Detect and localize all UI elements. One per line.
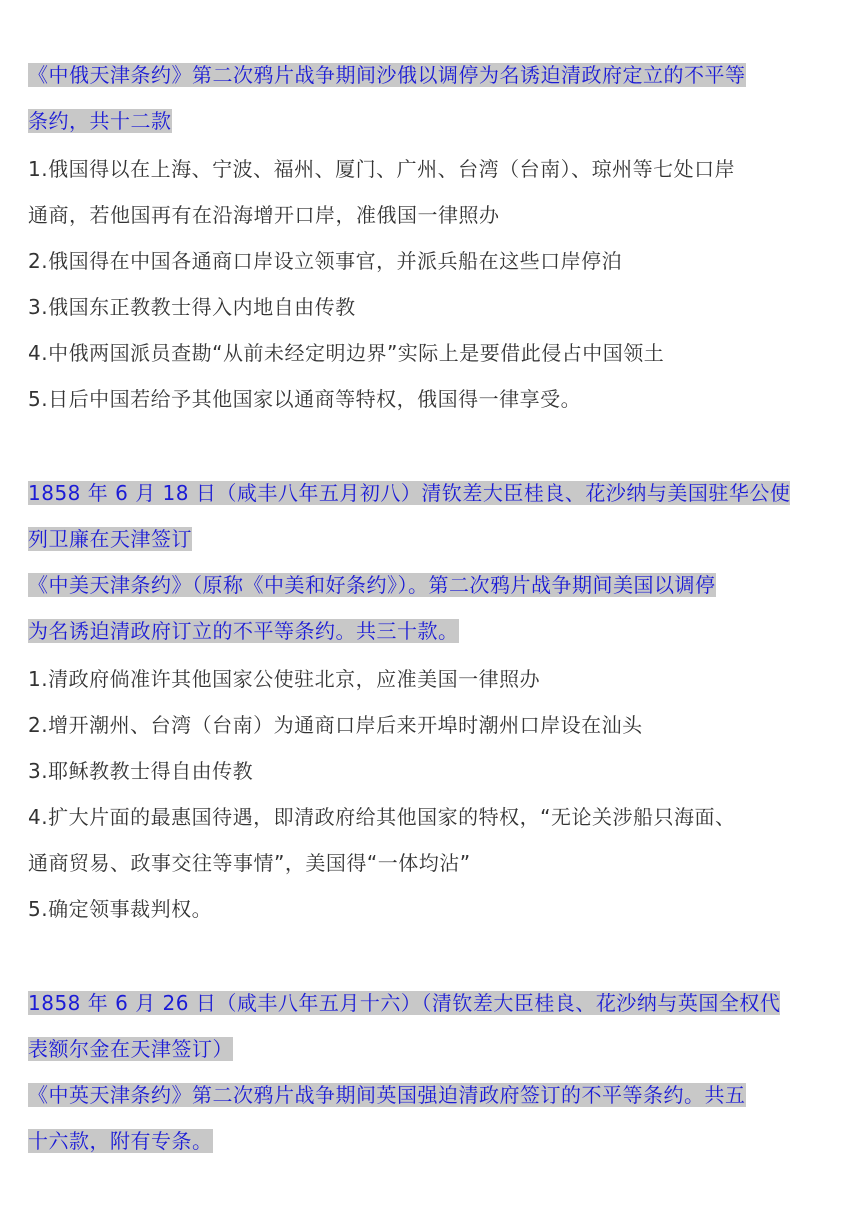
section1-heading-line-2 xyxy=(28,98,172,144)
section3-heading-text-3: 《中英天津条约》第二次鸦片战争期间英国强迫清政府签订的不平等条约。共五 xyxy=(28,1083,746,1107)
section1-heading-line-1 xyxy=(28,52,746,98)
section1-heading-text-1: 《中俄天津条约》第二次鸦片战争期间沙俄以调停为名诱迫清政府定立的不平等 xyxy=(28,63,746,87)
section1-item-line-1: 1.俄国得以在上海、宁波、福州、厦门、广州、台湾（台南）、琼州等七处口岸 xyxy=(28,157,736,181)
section2-heading-text-2: 列卫廉在天津签订 xyxy=(28,527,192,551)
section2-item-line-5: 通商贸易、政事交往等事情”，美国得“一体均沾” xyxy=(28,851,471,875)
section1-item-line-5: 4.中俄两国派员查勘“从前未经定明边界”实际上是要借此侵占中国领土 xyxy=(28,341,665,365)
section2-heading-line-1 xyxy=(28,470,790,516)
section2-heading-text-1: 1858 年 6 月 18 日（咸丰八年五月初八）清钦差大臣桂良、花沙纳与美国驻华公使 xyxy=(28,481,791,505)
section2-heading-text-3: 《中美天津条约》（原称《中美和好条约》）。第二次鸦片战争期间美国以调停 xyxy=(28,573,716,597)
section2-item-line-1: 1.清政府倘准许其他国家公使驻北京，应准美国一律照办 xyxy=(28,667,541,691)
section3-heading-text-1: 1858 年 6 月 26 日（咸丰八年五月十六）（清钦差大臣桂良、花沙纳与英国全权代 xyxy=(28,991,781,1015)
section3-heading-line-2 xyxy=(28,1026,233,1072)
section2-heading-line-2 xyxy=(28,516,192,562)
section1-item-line-2: 通商，若他国再有在沿海增开口岸，准俄国一律照办 xyxy=(28,203,500,227)
section3-heading-line-1 xyxy=(28,980,780,1026)
section2-item-line-6: 5.确定领事裁判权。 xyxy=(28,897,213,921)
section2-item-line-2: 2.增开潮州、台湾（台南）为通商口岸后来开埠时潮州口岸设在汕头 xyxy=(28,713,643,737)
section1-item-line-3: 2.俄国得在中国各通商口岸设立领事官，并派兵船在这些口岸停泊 xyxy=(28,249,623,273)
section2-heading-line-4 xyxy=(28,608,459,654)
section2-item-line-4: 4.扩大片面的最惠国待遇，即清政府给其他国家的特权，“无论关涉船只海面、 xyxy=(28,805,736,829)
section3-heading-text-2: 表额尔金在天津签订） xyxy=(28,1037,233,1061)
section1-heading-text-2: 条约，共十二款 xyxy=(28,109,172,133)
section3-heading-line-3 xyxy=(28,1072,746,1118)
section2-item-line-3: 3.耶稣教教士得自由传教 xyxy=(28,759,254,783)
section3-heading-line-4 xyxy=(28,1118,213,1164)
section1-item-line-6: 5.日后中国若给予其他国家以通商等特权，俄国得一律享受。 xyxy=(28,387,582,411)
section3-heading-text-4: 十六款，附有专条。 xyxy=(28,1129,213,1153)
section2-heading-line-3 xyxy=(28,562,716,608)
section1-item-line-4: 3.俄国东正教教士得入内地自由传教 xyxy=(28,295,356,319)
section2-heading-text-4: 为名诱迫清政府订立的不平等条约。共三十款。 xyxy=(28,619,459,643)
